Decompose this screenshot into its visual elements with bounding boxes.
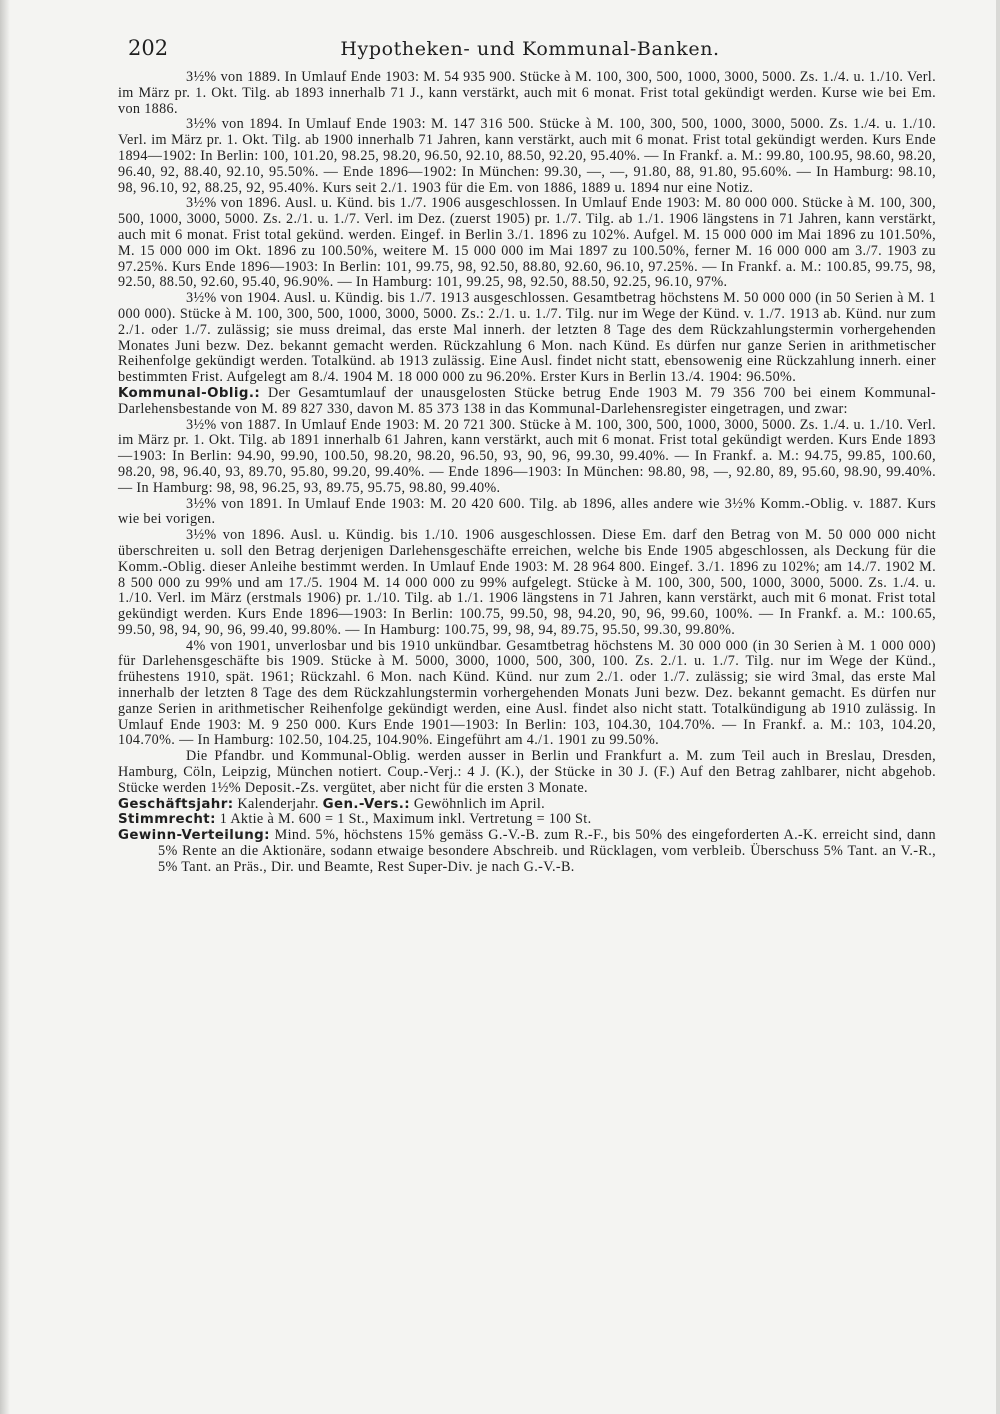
paragraph-komm-1896: 3½% von 1896. Ausl. u. Kündig. bis 1./10. 1906 ausgeschlossen. Diese Em. darf den Betrag von M. 50 000 000 nicht überschreiten u. soll den Betrag derjenigen Darlehensgeschäfte erreichen, welche bis Ende 1905 abgeschlossen, als Deckung für die Komm.-Oblig. dieser Anleihe bestimmt werden. In Umlauf Ende 1903: M. 28 964 800. Eingef. 3./1. 1896 zu 102%; am 14./7. 1902 M. 8 500 000 zu 99% und am 17./5. 1904 M. 14 000 000 zu 99% aufgelegt. Stücke à M. 100, 300, 500, 1000, 3000, 5000. Zs. 1./4. u. 1./10. Verl. im März (erstmals 1906) pr. 1./10. Tilg. ab 1./1. 1906 längstens in 71 Jahren, kann verstärkt, auch mit 6 monat. Frist total gekündigt werden. Kurs Ende 1896—1903: In Berlin: 100.75, 99.50, 98, 94.20, 90, 96, 99.60, 100%. — In Frankf. a. M.: 100.65, 99.50, 98, 94, 90, 96, 99.40, 99.80%. — In Hamburg: 100.75, 99, 98, 94, 89.75, 95.50, 99.30, 99.80%.: [118, 527, 936, 638]
label-gewinn-verteilung: Gewinn-Verteilung:: [118, 828, 270, 844]
paragraph-anleihe-1896: 3½% von 1896. Ausl. u. Künd. bis 1./7. 1906 ausgeschlossen. In Umlauf Ende 1903: M. 80 000 000. Stücke à M. 100, 300, 500, 1000, 3000, 5000. Zs. 2./1. u. 1./7. Verl. im Dez. (zuerst 1905) pr. 1./7. Tilg. ab 1./1. 1906 längstens in 71 Jahren, kann verstärkt, auch mit 6 monat. Frist total gekünd. werden. Eingef. in Berlin 3./1. 1896 zu 102%. Aufgel. M. 15 000 000 im Mai 1896 zu 101.50%, M. 15 000 000 im Okt. 1896 zu 100.50%, weitere M. 15 000 000 im Mai 1897 zu 100.50%, ferner M. 16 000 000 am 3./7. 1903 zu 97.25%. Kurs Ende 1896—1903: In Berlin: 101, 99.75, 98, 92.50, 88.80, 92.60, 96.10, 97.25%. — In Frankf. a. M.: 100.85, 99.75, 98, 92.50, 88.50, 92.60, 95.40, 96.90%. — In Hamburg: 101, 99.25, 98, 92.50, 88.50, 92.25, 96.10, 97%.: [118, 195, 936, 291]
paragraph-anleihe-1904: 3½% von 1904. Ausl. u. Kündig. bis 1./7. 1913 ausgeschlossen. Gesamtbetrag höchstens M. 50 000 000 (in 50 Serien à M. 1 000 000). Stücke à M. 100, 300, 500, 1000, 3000, 5000. Zs.: 2./1. u. 1./7. Tilg. nur im Wege der Künd. v. 1./7. 1913 ab. Künd. nur zum 2./1. oder 1./7. zulässig; sie muss dreimal, das erste Mal innerh. der letzten 8 Tage des dem Rückzahlungstermin vorhergehenden Monates Juni bezw. Dez. bekannt gemacht werden. Rückzahlung 6 Mon. nach Künd. Es dürfen nur ganze Serien in arithmetischer Reihenfolge gekündigt werden. Totalkünd. ab 1913 zulässig. Eine Ausl. findet nicht statt, ebensowenig eine Rückzahlung innerh. einer bestimmten Frist. Aufgelegt am 8./4. 1904 M. 18 000 000 zu 96.20%. Erster Kurs in Berlin 13./4. 1904: 96.50%.: [118, 290, 936, 386]
page-number: 202: [128, 36, 169, 60]
value-gewinn-verteilung: Mind. 5%, höchstens 15% gemäss G.-V.-B. zum R.-F., bis 50% des eingeforderten A.-K. erreicht sind, dann 5% Rente an die Aktionäre, sodann etwaige besondere Abschreib. und Rücklagen, vom verbleib. Überschuss 5% Tant. an V.-R., 5% Tant. an Präs., Dir. und Beamte, Rest Super-Div. je nach G.-V.-B.: [158, 827, 936, 875]
paragraph-anleihe-1889: 3½% von 1889. In Umlauf Ende 1903: M. 54 935 900. Stücke à M. 100, 300, 500, 1000, 3000, 5000. Zs. 1./4. u. 1./10. Verl. im März pr. 1. Okt. Tilg. ab 1893 innerhalb 71 J., kann verstärkt, auch mit 6 monat. Frist total gekündigt werden. Kurse wie bei Em. von 1886.: [118, 69, 936, 117]
paragraph-komm-1887: 3½% von 1887. In Umlauf Ende 1903: M. 20 721 300. Stücke à M. 100, 300, 500, 1000, 3000, 5000. Zs. 1./4. u. 1./10. Verl. im März pr. 1. Okt. Tilg. ab 1891 innerhalb 61 Jahren, kann verstärkt, auch mit 6 monat. Frist total gekündigt werden. Kurs Ende 1893—1903: In Berlin: 94.90, 99.90, 100.50, 98.20, 98.20, 96.50, 93, 90, 96, 99.30, 99.40%. — In Frankf. a. M.: 94.75, 99.85, 100.60, 98.20, 98, 96.40, 93, 89.70, 95.80, 99.20, 99.40%. — Ende 1896—1903: In München: 98.80, 98, —, 92.80, 89, 95.60, 98.90, 99.40%. — In Hamburg: 98, 98, 96.25, 93, 89.75, 95.75, 98.80, 99.40%.: [118, 416, 936, 496]
scan-edge-right: [996, 0, 1000, 1414]
section-heading-kommunal-oblig: Kommunal-Oblig.:: [118, 385, 261, 401]
paragraph-anleihe-1894: 3½% von 1894. In Umlauf Ende 1903: M. 147 316 500. Stücke à M. 100, 300, 500, 1000, 3000, 5000. Zs. 1./4. u. 1./10. Verl. im März pr. 1. Okt. Tilg. ab 1900 innerhalb 71 Jahren, kann verstärkt, auch mit 6 monat. Frist total gekündigt werden. Kurs Ende 1894—1902: In Berlin: 100, 101.20, 98.25, 98.20, 96.50, 92.10, 88.50, 92.20, 95.40%. — In Frankf. a. M.: 99.80, 100.95, 98.60, 98.20, 96.40, 92, 88.40, 92.10, 95.50%. — Ende 1896—1902: In München: 99.30, —, —, 91.80, 88, 91.80, 95.60%. — In Hamburg: 98.10, 98, 96.10, 92, 88.25, 92, 95.40%. Kurs seit 2./1. 1903 für die Em. von 1886, 1889 u. 1894 nur eine Notiz.: [118, 116, 936, 196]
paragraph-notierung: Die Pfandbr. und Kommunal-Oblig. werden ausser in Berlin und Frankfurt a. M. zum Teil auch in Breslau, Dresden, Hamburg, Cöln, Leipzig, München notiert. Coup.-Verj.: 4 J. (K.), der Stücke in 30 J. (F.) Auf den Betrag zahlbarer, nicht abgehob. Stücke werden 1½% Deposit.-Zs. vergütet, aber nicht für die ersten 3 Monate.: [118, 748, 936, 796]
paragraph-komm-1891: 3½% von 1891. In Umlauf Ende 1903: M. 20 420 600. Tilg. ab 1896, alles andere wie 3½% Komm.-Oblig. v. 1887. Kurs wie bei vorigen.: [118, 495, 936, 528]
paragraph-kommunal-oblig: [118, 386, 936, 418]
paragraph-kommunal-oblig-text: Der Gesamtumlauf der unausgelosten Stücke betrug Ende 1903 M. 79 356 700 bei einem Kommunal-Darlehensbestande von M. 89 827 330, davon M. 85 373 138 in das Kommunal-Darlehensregister eingetragen, und zwar:: [118, 384, 936, 417]
label-geschaeftsjahr: Geschäftsjahr:: [118, 796, 234, 812]
running-title: Hypotheken- und Kommunal-Banken.: [340, 38, 720, 60]
body-text: [118, 70, 936, 876]
paragraph-komm-1901: 4% von 1901, unverlosbar und bis 1910 unkündbar. Gesamtbetrag höchstens M. 30 000 000 (in 30 Serien à M. 1 000 000) für Darlehensgeschäfte bis 1909. Stücke à M. 5000, 3000, 1000, 500, 300, 100. Zs. 2./1. u. 1./7. Tilg. nur im Wege der Künd., frühestens 1910, spät. 1961; Rückzahl. 6 Mon. nach Künd. Künd. nur zum 2./1. oder 1./7. zulässig; sie wird 3mal, das erste Mal innerhalb der letzten 8 Tage des dem Rückzahlungstermin vorhergehenden Monats Juni bezw. Dez. bekannt gemacht. Es dürfen nur ganze Serien in arithmetischer Reihenfolge gekündigt werden, eine Ausl. findet also nicht statt. Totalkündigung ab 1910 zulässig. In Umlauf Ende 1903: M. 9 250 000. Kurs Ende 1901—1903: In Berlin: 103, 104.30, 104.70%. — In Frankf. a. M.: 103, 104.20, 104.70%. — In Hamburg: 102.50, 104.25, 104.90%. Eingeführt am 4./1. 1901 zu 99.50%.: [118, 637, 936, 749]
scan-edge-left: [0, 0, 10, 1414]
footer-gewinn-verteilung: [118, 828, 936, 875]
footer-geschaeftsjahr: [118, 797, 936, 813]
label-gen-vers: Gen.-Vers.:: [322, 796, 411, 812]
label-stimmrecht: Stimmrecht:: [118, 812, 216, 828]
page-header: [112, 36, 948, 66]
value-geschaeftsjahr: Kalenderjahr.: [233, 795, 323, 812]
footer-stimmrecht: [118, 812, 936, 828]
value-gen-vers: Gewöhnlich im April.: [410, 795, 546, 812]
value-stimmrecht: 1 Aktie à M. 600 = 1 St., Maximum inkl. Vertretung = 100 St.: [215, 811, 592, 828]
